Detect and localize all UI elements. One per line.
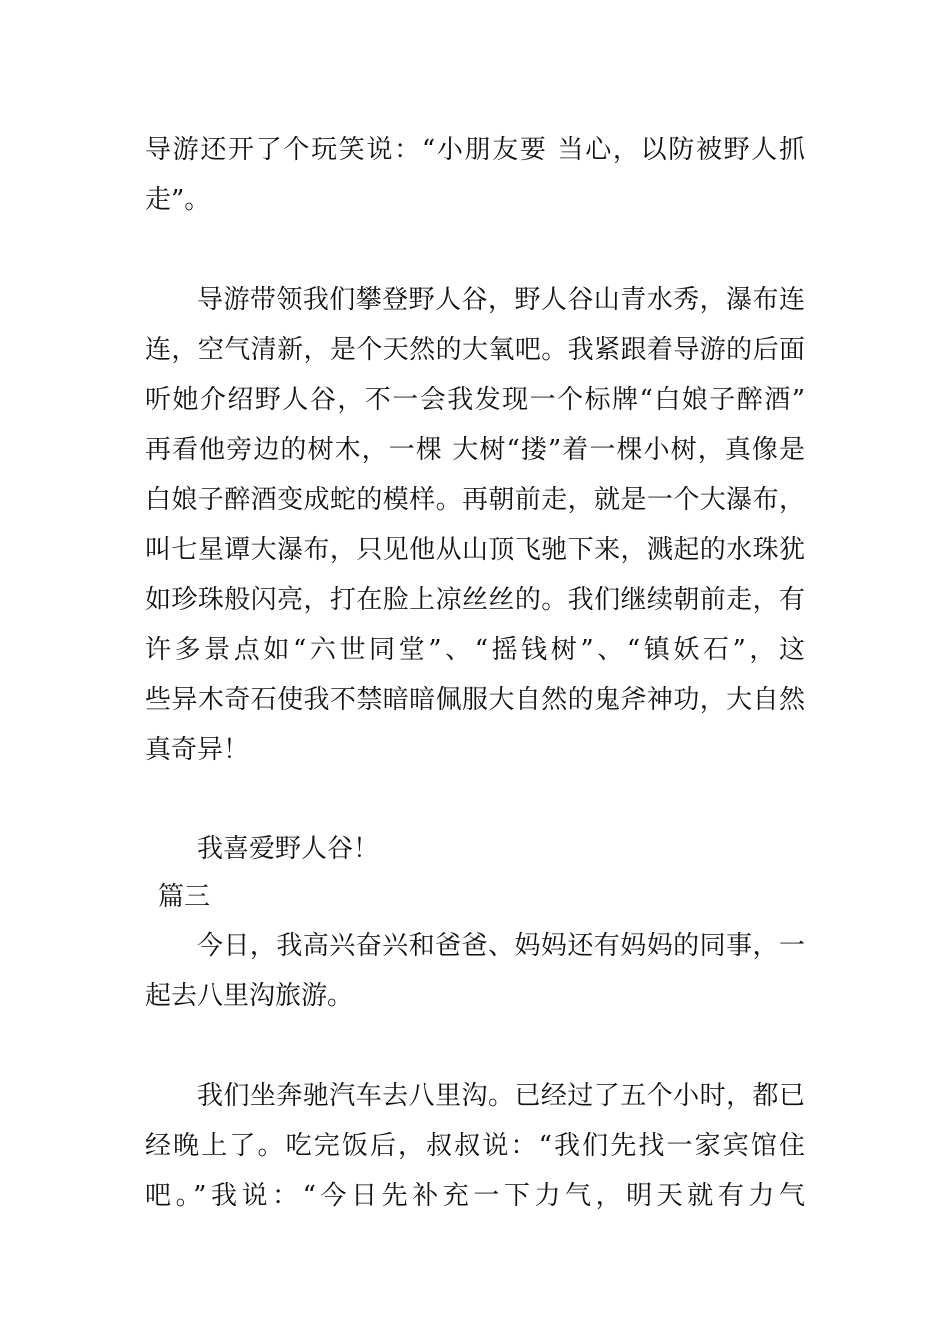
paragraph-5-line-1: 我们坐奔驰汽车去八里沟。已经过了五个小时，都已 [197,1081,805,1111]
paragraph-4-line-2: 起去八里沟旅游。 [145,981,354,1011]
paragraph-5-line-3: 吧。”我说：“今日先补充一下力气，明天就有力气 [145,1181,805,1211]
paragraph-5-line-2: 经晚上了。吃完饭后，叔叔说：“我们先找一家宾馆住 [145,1131,805,1161]
paragraph-3-line-1: 我喜爱野人谷！ [197,834,380,864]
paragraph-2-line-6: 叫七星谭大瀑布，只见他从山顶飞驰下来，溅起的水珠犹 [145,535,805,565]
paragraph-2-line-8: 许多景点如“六世同堂”、“摇钱树”、“镇妖石”，这 [145,635,805,665]
paragraph-2-line-3: 听她介绍野人谷，不一会我发现一个标牌“白娘子醉酒” [145,385,805,415]
section-heading: 篇三 [158,882,211,912]
paragraph-2-line-1: 导游带领我们攀登野人谷，野人谷山青水秀，瀑布连 [197,285,805,315]
paragraph-1-line-2: 走”。 [145,185,211,215]
paragraph-2-line-5: 白娘子醉酒变成蛇的模样。再朝前走，就是一个大瀑布， [145,485,805,515]
paragraph-4-line-1: 今日，我高兴奋兴和爸爸、妈妈还有妈妈的同事，一 [197,931,805,961]
paragraph-2-line-10: 真奇异！ [145,735,250,765]
paragraph-2-line-9: 些异木奇石使我不禁暗暗佩服大自然的鬼斧神功，大自然 [145,685,805,715]
paragraph-2-line-4: 再看他旁边的树木，一棵 大树“搂”着一棵小树，真像是 [145,435,805,465]
paragraph-1-line-1: 导游还开了个玩笑说：“小朋友要 当心，以防被野人抓 [145,135,805,165]
paragraph-2-line-7: 如珍珠般闪亮，打在脸上凉丝丝的。我们继续朝前走，有 [145,585,805,615]
paragraph-2-line-2: 连，空气清新，是个天然的大氧吧。我紧跟着导游的后面 [145,335,805,365]
